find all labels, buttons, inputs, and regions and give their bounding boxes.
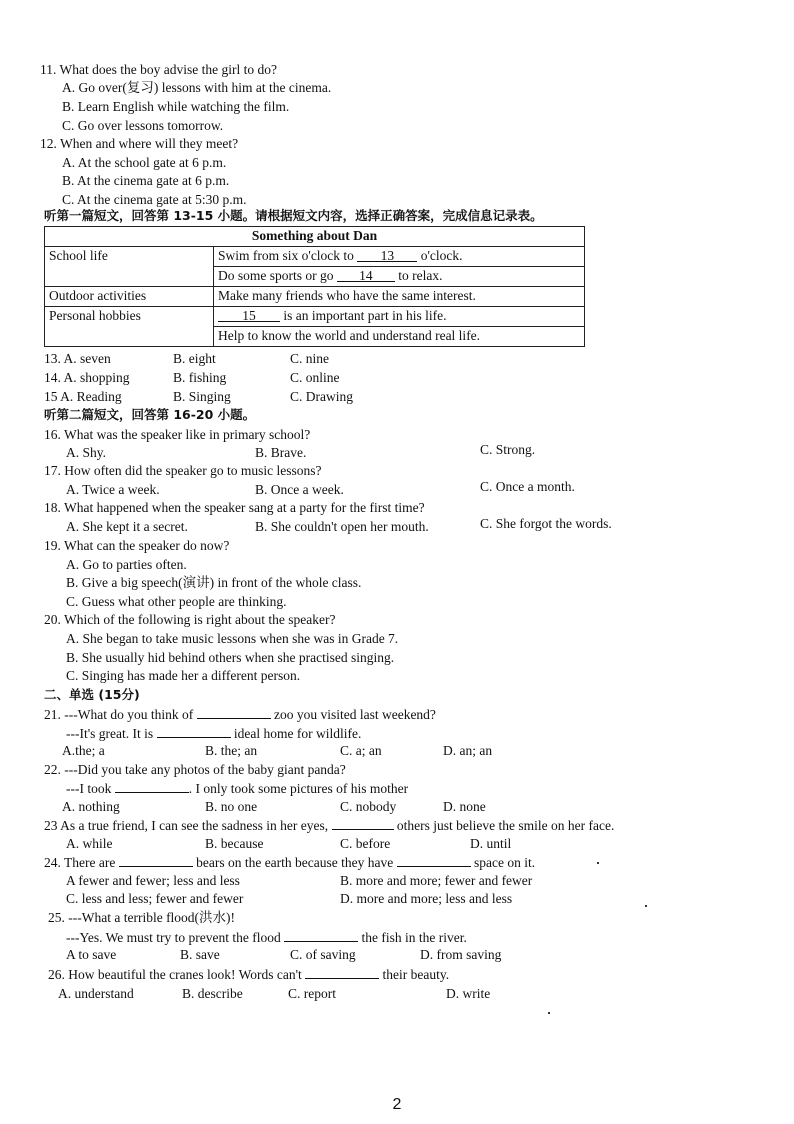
q26-line-1 [48, 965, 449, 983]
q16-option-b: B. Brave. [255, 445, 307, 460]
scan-speck [645, 905, 647, 907]
q26-l1-post: their beauty. [382, 967, 450, 982]
q14-option-a: 14. A. shopping [44, 370, 130, 385]
q24-option-a: A fewer and fewer; less and less [66, 873, 240, 888]
q25-option-c: C. of saving [290, 947, 356, 962]
q23-option-c: C. before [340, 836, 391, 851]
q19-option-c: C. Guess what other people are thinking. [66, 594, 287, 609]
row-outdoor-a: Make many friends who have the same interest. [214, 287, 585, 307]
q12-option-a: A. At the school gate at 6 p.m. [62, 155, 227, 170]
q14-option-c: C. online [290, 370, 340, 385]
row-hobbies-a [214, 307, 585, 327]
q20-option-b: B. She usually hid behind others when she practised singing. [66, 650, 395, 665]
q26-blank [305, 965, 379, 979]
q21-l1-post: zoo you visited last weekend? [273, 707, 436, 722]
scan-speck [597, 862, 599, 864]
q22-option-d: D. none [443, 799, 486, 814]
q20-stem: 20. Which of the following is right about the speaker? [44, 612, 336, 627]
blank-14: 14 [337, 268, 395, 282]
q24-l1-mid: bears on the earth because they have [196, 855, 394, 870]
q22-option-c: C. nobody [340, 799, 397, 814]
q22-l2-pre: ---I took [66, 781, 112, 796]
section-passage-2-heading: 听第二篇短文，回答第 16-20 小题。 [44, 407, 256, 422]
row-school-life-a [214, 247, 585, 267]
row1-a-text: Swim from six o'clock to [218, 248, 354, 263]
q13-option-a: 13. A. seven [44, 351, 111, 366]
blank-15: 15 [218, 308, 280, 322]
q22-option-a: A. nothing [62, 799, 120, 814]
q21-option-c: C. a; an [340, 743, 382, 758]
q11-option-b: B. Learn English while watching the film. [62, 99, 290, 114]
q25-blank [284, 928, 358, 942]
q18-option-c: C. She forgot the words. [480, 516, 612, 531]
q24-blank-2 [397, 853, 471, 867]
q26-option-b: B. describe [182, 986, 243, 1001]
q20-option-a: A. She began to take music lessons when she was in Grade 7. [66, 631, 399, 646]
row-hobbies-b: Help to know the world and understand real life. [214, 327, 585, 347]
row1-a-post: o'clock. [420, 248, 463, 263]
q25-option-a: A to save [66, 947, 117, 962]
q12-option-b: B. At the cinema gate at 6 p.m. [62, 173, 230, 188]
page-number: 2 [392, 1096, 402, 1113]
section-2-heading: 二、单选 (15分) [44, 687, 140, 702]
q11-option-c: C. Go over lessons tomorrow. [62, 118, 224, 133]
q26-option-d: D. write [446, 986, 491, 1001]
q12-option-c: C. At the cinema gate at 5:30 p.m. [62, 192, 247, 207]
q21-l2-post: ideal home for wildlife. [233, 726, 362, 741]
q21-blank-2 [157, 724, 231, 738]
q25-l2-pre: ---Yes. We must try to prevent the flood [66, 930, 281, 945]
q12-stem: 12. When and where will they meet? [40, 136, 239, 151]
info-record-table [44, 226, 585, 347]
row3-a-post: is an important part in his life. [283, 308, 447, 323]
q22-blank [115, 779, 189, 793]
q17-option-c: C. Once a month. [480, 479, 575, 494]
q23-option-d: D. until [470, 836, 512, 851]
q25-line-1: 25. ---What a terrible flood(洪水)! [48, 910, 236, 925]
q19-option-b: B. Give a big speech(演讲) in front of the whole class. [66, 575, 362, 590]
q13-option-b: B. eight [173, 351, 216, 366]
q24-blank-1 [119, 853, 193, 867]
q26-l1-pre: 26. How beautiful the cranes look! Words can't [48, 967, 302, 982]
q21-l2-pre: ---It's great. It is [66, 726, 154, 741]
row-label-school-life: School life [45, 247, 214, 287]
q21-l1-pre: 21. ---What do you think of [44, 707, 194, 722]
q26-option-c: C. report [288, 986, 336, 1001]
q25-option-d: D. from saving [420, 947, 502, 962]
q23-option-a: A. while [66, 836, 113, 851]
q23-l1-post: others just believe the smile on her face. [396, 818, 615, 833]
q24-option-b: B. more and more; fewer and fewer [340, 873, 533, 888]
q21-line-1 [44, 705, 436, 723]
section-passage-1-heading: 听第一篇短文，回答第 13-15 小题。请根据短文内容，选择正确答案，完成信息记录表。 [44, 208, 543, 223]
q21-blank-1 [197, 705, 271, 719]
q18-stem: 18. What happened when the speaker sang at a party for the first time? [44, 500, 425, 515]
q15-option-b: B. Singing [173, 389, 231, 404]
q18-option-a: A. She kept it a secret. [66, 519, 188, 534]
q22-l2-post: . I only took some pictures of his mother [188, 781, 409, 796]
q13-option-c: C. nine [290, 351, 329, 366]
q23-blank [332, 816, 394, 830]
q20-option-c: C. Singing has made her a different person. [66, 668, 301, 683]
q25-line-2 [66, 928, 467, 946]
row1-b-post: to relax. [398, 268, 443, 283]
row-label-hobbies: Personal hobbies [45, 307, 214, 347]
q24-line-1 [44, 853, 535, 871]
q22-line-1: 22. ---Did you take any photos of the baby giant panda? [44, 762, 346, 777]
row-school-life-b [214, 267, 585, 287]
table-title: Something about Dan [45, 227, 585, 247]
q14-option-b: B. fishing [173, 370, 227, 385]
q19-stem: 19. What can the speaker do now? [44, 538, 230, 553]
q22-option-b: B. no one [205, 799, 258, 814]
q22-line-2 [66, 779, 408, 797]
q11-stem: 11. What does the boy advise the girl to do? [40, 62, 277, 77]
q18-option-b: B. She couldn't open her mouth. [255, 519, 429, 534]
q24-option-d: D. more and more; less and less [340, 891, 513, 906]
row-label-outdoor: Outdoor activities [45, 287, 214, 307]
q24-l1-pre: 24. There are [44, 855, 116, 870]
q17-stem: 17. How often did the speaker go to music lessons? [44, 463, 322, 478]
q23-line-1 [44, 816, 614, 834]
q24-option-c: C. less and less; fewer and fewer [66, 891, 244, 906]
q17-option-b: B. Once a week. [255, 482, 344, 497]
q25-l2-post: the fish in the river. [361, 930, 467, 945]
q21-line-2 [66, 724, 361, 742]
q23-l1-pre: 23 As a true friend, I can see the sadness in her eyes, [44, 818, 329, 833]
q17-option-a: A. Twice a week. [66, 482, 160, 497]
q16-option-c: C. Strong. [480, 442, 536, 457]
q24-l1-post: space on it. [474, 855, 536, 870]
q16-option-a: A. Shy. [66, 445, 107, 460]
q19-option-a: A. Go to parties often. [66, 557, 187, 572]
q15-option-a: 15 A. Reading [44, 389, 122, 404]
q21-option-a: A.the; a [62, 743, 105, 758]
q15-option-c: C. Drawing [290, 389, 353, 404]
q21-option-d: D. an; an [443, 743, 493, 758]
row1-b-text: Do some sports or go [218, 268, 334, 283]
q16-stem: 16. What was the speaker like in primary school? [44, 427, 311, 442]
scan-speck [548, 1012, 550, 1014]
q26-option-a: A. understand [58, 986, 134, 1001]
q11-option-a: A. Go over(复习) lessons with him at the cinema. [62, 80, 332, 95]
blank-13: 13 [357, 248, 417, 262]
q23-option-b: B. because [205, 836, 264, 851]
q25-option-b: B. save [180, 947, 220, 962]
q21-option-b: B. the; an [205, 743, 258, 758]
